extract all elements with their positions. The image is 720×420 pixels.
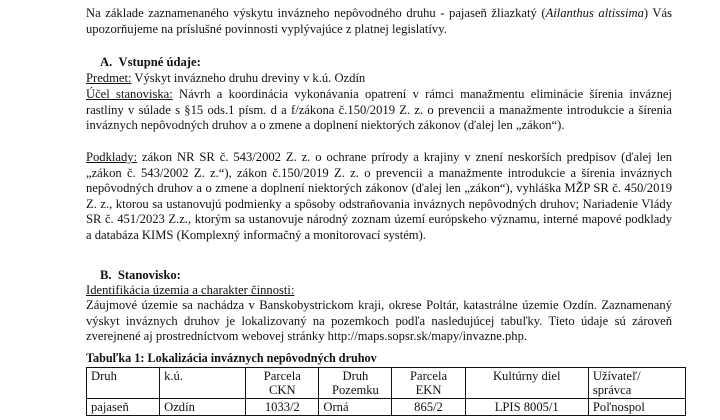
predmet-line xyxy=(86,71,365,87)
ident-label: Identifikácia územia a charakter činnosti: xyxy=(86,283,295,297)
table-cell: Ozdín xyxy=(160,399,246,416)
table-cell: 865/2 xyxy=(392,399,465,416)
latin-name-2: altissima xyxy=(598,6,644,20)
table-cell: Orná xyxy=(319,399,392,416)
podklady-text: zákon NR SR č. 543/2002 Z. z. o ochrane prírody a krajiny v znení neskorších predpisov (ďalej len „zákon č. 543/2002 Z. z.“), zákon č.150/2019 Z. z. o prevencii a manažmente introdukcie a šírenia inváznych nepôvodných druhov a o zmene a doplnení niektorých zákonov (ďalej len „zákon“), vyhláška MŽP SR č. 450/2019 Z. z., ktorou sa ustanovujú podmienky a spôsoby odstraňovania inváznych nepôvodných druhov; Nariadenie Vlády SR č. 451/2023 Z.z., ktorým sa ustanovuje národný zoznam území európskeho významu, interné mapové podklady a databáza KIMS (Komplexný informačný a monitorovací systém). xyxy=(86,150,672,242)
ident-paragraph: Záujmové územie sa nachádza v Banskobystrickom kraji, okrese Poltár, katastrálne územie Ozdín. Zaznamenaný výskyt inváznych druhov je lokalizovaný na pozemkoch podľa nasledujúcej tabuľky. Tieto údaje sú zároveň zverejnené aj prostredníctvom webovej stránky http://maps.sopsr.sk/mapy/invazne.php. xyxy=(86,298,672,344)
localization-table xyxy=(86,367,686,416)
table-caption: Tabuľka 1: Lokalizácia inváznych nepôvodných druhov xyxy=(86,351,377,365)
header-cell: Parcela CKN xyxy=(246,368,319,399)
header-cell: Druh Pozemku xyxy=(319,368,392,399)
header-cell: Parcela EKN xyxy=(392,368,465,399)
ident-label-line xyxy=(86,283,294,299)
table-row xyxy=(87,399,686,416)
header-cell: Druh xyxy=(87,368,160,399)
header-cell: k.ú. xyxy=(160,368,246,399)
header-cell: Kultúrny diel xyxy=(465,368,588,399)
predmet-text: Výskyt invázneho druhu dreviny v k.ú. Ozdín xyxy=(131,71,366,85)
section-a-heading: A. Vstupné údaje: xyxy=(100,55,201,69)
ucel-label: Účel stanoviska: xyxy=(86,87,173,101)
latin-name-1: Ailanthus xyxy=(545,6,594,20)
table-header-row xyxy=(87,368,686,399)
ucel-paragraph xyxy=(86,87,672,134)
intro-text-2: ) Vás upozorňujeme na príslušné povinnosti vyplývajúce z platnej legislatívy. xyxy=(86,6,673,36)
table-cell: 1033/2 xyxy=(246,399,319,416)
podklady-label: Podklady: xyxy=(86,150,138,164)
section-b-heading: B. Stanovisko: xyxy=(100,268,181,282)
intro-paragraph xyxy=(86,6,672,37)
table-cell: Poľnospol xyxy=(588,399,685,416)
table-cell: pajaseň xyxy=(87,399,160,416)
header-cell: Užívateľ/ správca xyxy=(588,368,685,399)
predmet-label: Predmet: xyxy=(86,71,132,85)
table-cell: LPIS 8005/1 xyxy=(465,399,588,416)
podklady-paragraph xyxy=(86,150,672,244)
ucel-text: Návrh a koordinácia vykonávania opatrení v rámci manažmentu eliminácie šírenia inváznej rastliny v súlade s §15 ods.1 písm. d a f/zákona č.150/2019 Z. z. o prevencii a manažmente introdukcie a šírenia inváznych nepôvodných druhov a o zmene a doplnení niektorých zákonov (ďalej len „zákon“). xyxy=(86,87,672,133)
intro-text-1: Na základe zaznamenaného výskytu invázneho nepôvodného druhu - pajaseň žliazkatý ( xyxy=(86,6,546,20)
